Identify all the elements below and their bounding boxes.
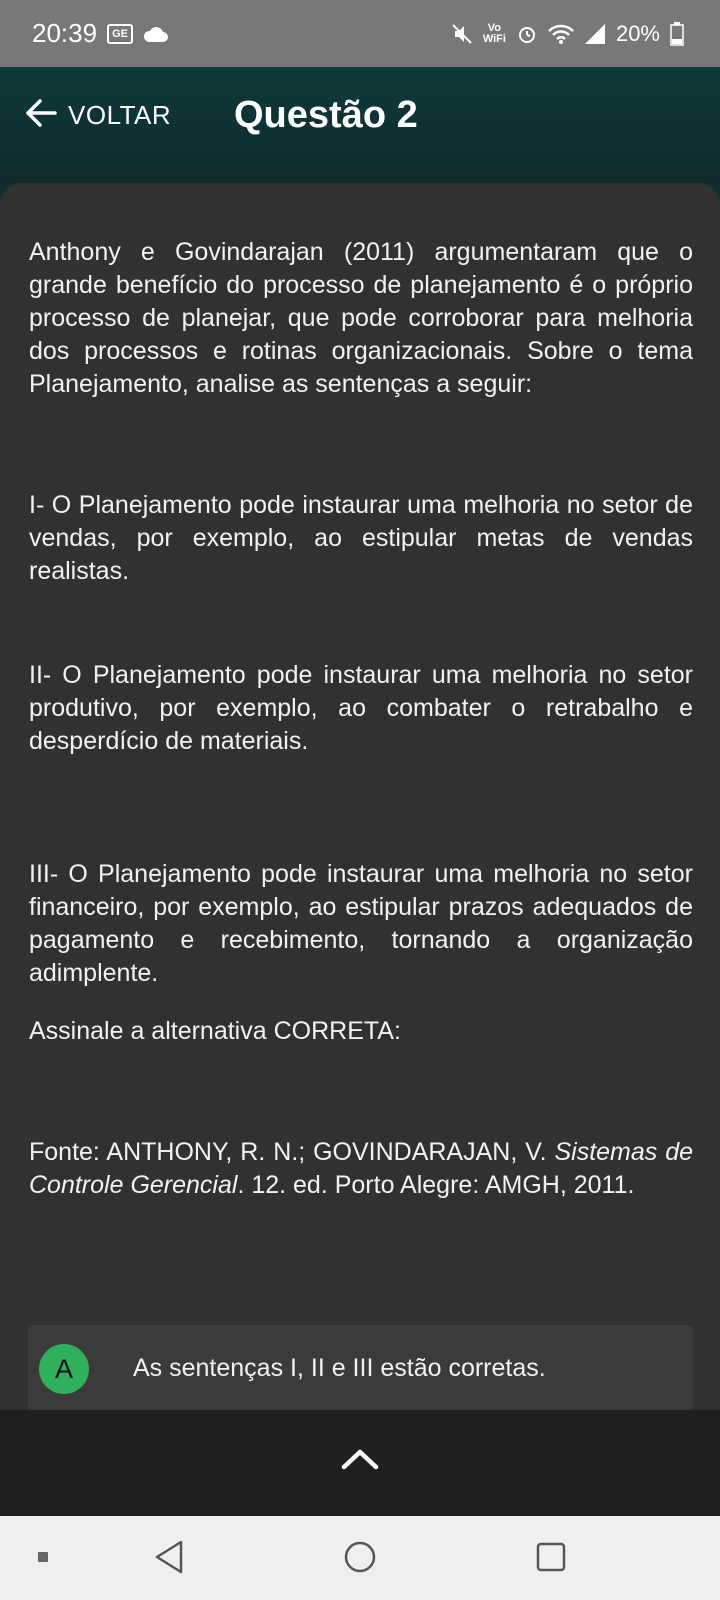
cloud-icon xyxy=(143,25,169,43)
vowifi-bottom: WiFi xyxy=(482,32,506,45)
vowifi-icon xyxy=(483,23,506,45)
source-suffix: . 12. ed. Porto Alegre: AMGH, 2011. xyxy=(237,1171,635,1199)
page-title: Questão 2 xyxy=(234,94,418,136)
status-time: 20:39 xyxy=(32,18,98,48)
source-prefix: Fonte: ANTHONY, R. N.; GOVINDARAJAN, V. xyxy=(29,1138,555,1166)
bottom-panel xyxy=(0,1410,720,1516)
vowifi-top: Vo xyxy=(487,21,502,34)
nav-indicator-dot xyxy=(38,1552,48,1562)
status-bar xyxy=(0,0,720,67)
battery-icon xyxy=(670,22,684,46)
option-letter-badge: A xyxy=(39,1344,89,1394)
sentence-3: III- O Planejamento pode instaurar uma melhoria no setor financeiro, por exemplo, ao estipular prazos adequados de pagamento e recebimento, tornando a organização adimplente. xyxy=(29,860,693,987)
question-intro: Anthony e Govindarajan (2011) argumentaram que o grande benefício do processo de planejamento é o próprio processo de planejar, que pode corroborar para melhoria dos processos e rotinas organizacionais. Sobre o tema Planejamento, analise as sentenças a seguir: xyxy=(29,238,693,398)
alarm-icon xyxy=(516,23,538,45)
back-label: VOLTAR xyxy=(68,99,172,130)
status-right xyxy=(451,21,684,47)
system-nav-bar xyxy=(0,1516,720,1600)
app-header xyxy=(0,67,720,185)
signal-icon xyxy=(584,23,606,45)
instruction: Assinale a alternativa CORRETA: xyxy=(29,1017,401,1045)
nav-back-icon[interactable] xyxy=(152,1538,186,1581)
wifi-icon xyxy=(548,24,574,44)
status-left xyxy=(32,18,169,49)
sentence-2: II- O Planejamento pode instaurar uma melhoria no setor produtivo, por exemplo, ao combater o retrabalho e desperdício de materiais. xyxy=(29,661,693,755)
mute-icon xyxy=(451,23,473,45)
chevron-up-icon xyxy=(341,1447,379,1476)
source-citation xyxy=(29,1136,693,1202)
nav-home-icon[interactable] xyxy=(343,1538,377,1581)
arrow-left-icon xyxy=(24,98,58,133)
question-card xyxy=(0,183,720,1413)
battery-percentage: 20% xyxy=(615,20,660,46)
source-title: Sistemas de Controle Gerencial xyxy=(29,1138,694,1199)
nav-recents-icon[interactable] xyxy=(534,1538,568,1581)
option-a[interactable] xyxy=(28,1325,693,1411)
back-button[interactable] xyxy=(24,93,171,137)
expand-button[interactable] xyxy=(330,1436,390,1486)
option-text: As sentenças I, II e III estão corretas. xyxy=(133,1354,546,1382)
sentence-1: I- O Planejamento pode instaurar uma melhoria no setor de vendas, por exemplo, ao estipular metas de vendas realistas. xyxy=(29,491,693,585)
gallery-notification-icon: GE xyxy=(107,24,133,44)
